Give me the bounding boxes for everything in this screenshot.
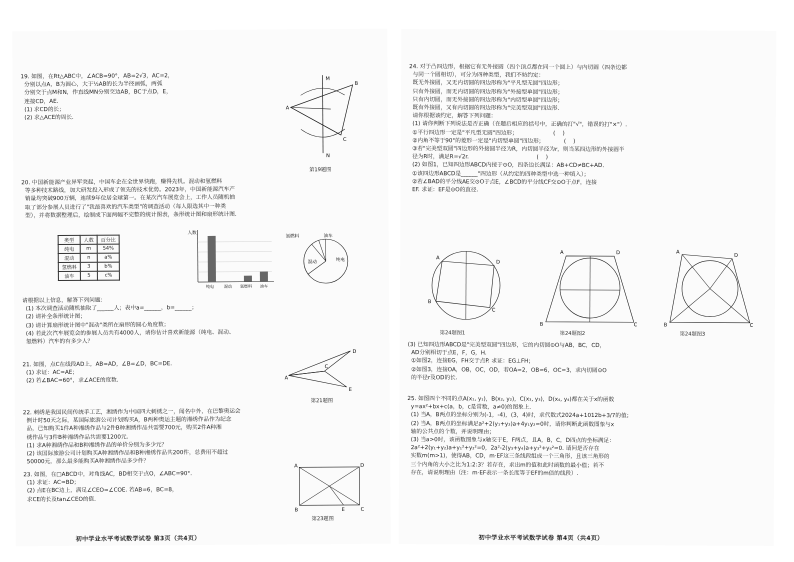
svg-text:A: A — [560, 249, 564, 256]
figures-24 — [420, 245, 760, 329]
page-footer-3: 初中学业水平考试数学试卷 第3页（共4页） — [75, 535, 201, 543]
svg-text:D: D — [734, 252, 739, 259]
bar-pure-electric — [208, 236, 216, 282]
table-row: 纯电 m 54% — [58, 244, 119, 253]
figure-24-3-caption: 第24题图3 — [679, 331, 706, 338]
svg-text:D: D — [360, 462, 365, 469]
svg-text:氢燃料: 氢燃料 — [239, 283, 253, 289]
svg-text:C: C — [491, 307, 496, 314]
svg-text:氢燃料: 氢燃料 — [285, 234, 300, 240]
table-header-row: 类型 人数 百分比 — [58, 235, 119, 244]
svg-text:C: C — [749, 322, 754, 329]
question-20-parts: 请根据以上信息，解答下列问题： (1) 本次调查活动随机抽取了______人；表中a=______，b=______； (2) 请补全条形统计图； (3) 请计算扇形统计图中"混动"类所在扇形的圆心角度数； (4) 若此次汽车展览会的参展人员共有4000人，请你估计喜欢新能源（纯电、混动、 氢燃料）汽车的有多少人？ — [22, 297, 235, 346]
figure-19 — [283, 73, 364, 164]
question-22: 22. 刺绣是我国民间传统手工艺，湘绣作为中国四大刺绣之一，闻名中外，在巴黎奥运会 倒计时50天之际，某国际旅游公司计划购买A，B两种奥运主题的湘绣作品作为纪念 品，已知购买1件A种湘绣作品与2件B种湘绣作品共需要700元，购买2件A种湘 绣作品与3件B种湘绣作品共需要1200元. (1) 求A种湘绣作品和B种湘绣作品的单价分别为多少元？ (2) 该国际旅游公司计划购买A种湘绣作品和B种湘绣作品共200件，总费用不超过 50000元，那么最多能购买A种湘绣作品多少件？ — [22, 408, 241, 466]
pie-chart — [286, 229, 366, 290]
figure-24-3 — [664, 249, 754, 328]
figure-24-1-caption: 第24题图1 — [439, 330, 466, 337]
svg-text:D: D — [616, 250, 621, 257]
svg-text:C: C — [342, 136, 347, 144]
svg-text:油车: 油车 — [323, 234, 333, 240]
bar-hydrogen — [244, 276, 252, 282]
svg-text:E: E — [341, 507, 345, 514]
svg-text:C: C — [360, 506, 365, 513]
question-25: 25. 如图四个不同的点A(x₁, y₁)，B(x₂, y₂)，C(x₃, y₃)，D(x₄, y₄)都在关于x的函数 y=ax²+bx+c(a，b，c是常数，a≠0)的图象上. (1) 当A，B两点的坐标分别为(-1，-4)，(3，4)时，求代数式2024a+1012b+3/7的值； (2) 当A，B两点的坐标满足a²+2(y₁+y₂)a+4y₁y₂=0时，请你判断此函数图象与x 轴的公共点的个数，并说明理由； (3) 当a>0时，该函数图象与x轴交于E，F两点，且A，B，C，D四点的坐标满足： 2a²+2(y₁+y₂)a+y₁²+y₂²=0，2a²-2(y₃+y₄)a+y₃²+y₄²=0. 请问是否存在 实数m(m>1)，使得AB，CD，m·EF这三条线段组成一个三角形，且该三角形的 三个内角的大小之比为1:2:3？若存在，求出m的值和此时函数的最小值；若不 存在，请说明理由（注：m·EF表示一条长度等于EF的m倍的线段）. — [407, 396, 633, 477]
figure-21-caption: 第21题图 — [310, 398, 333, 405]
svg-text:A: A — [284, 375, 289, 382]
figure-23 — [293, 463, 365, 514]
data-table — [58, 235, 120, 281]
table-row: 油车 5 c% — [58, 271, 119, 280]
question-19: 19. 如图，在Rt△ABC中，∠ACB=90°，AB=2√3，AC=2， 分别以点A，B为圆心，大于½AB的长为半径画弧，两弧 分别交于点M和N，作直线MN分别交边AB，BC于点D，E， 连接CD，AE. (1) 求CD的长； (2) 求△ACE的周长. — [20, 73, 174, 122]
figure-24-1 — [428, 251, 500, 319]
bar-fuel — [260, 272, 268, 282]
table-row: 氢燃料 3 b% — [58, 262, 119, 271]
svg-text:油车: 油车 — [259, 283, 269, 289]
bar-chart — [186, 225, 278, 292]
exam-page-4 — [399, 29, 777, 546]
svg-text:D: D — [352, 348, 357, 355]
figure-19-caption: 第19题图 — [309, 167, 332, 174]
question-23: 23. 如图，在□ABCD中，对角线AC，BD相交于点O，∠ABC=90°. (1) 求证：AC=BD； (2) 点E在BC边上，满足∠CEO=∠COE. 若AB=6，BC=8， 求CE的长及tan∠CEO的值. — [23, 471, 193, 503]
svg-text:B: B — [294, 507, 299, 514]
svg-text:A: A — [436, 255, 440, 262]
figure-21 — [284, 347, 364, 394]
svg-text:人数: 人数 — [187, 231, 197, 237]
svg-text:纯电: 纯电 — [335, 257, 345, 264]
question-24-part3: (3) 已知四边形ABCD是"完美型双圆"四边形，它的内切圆⊙O与AB，BC，CD， AD分别相切于点E，F，G，H. ①如图2，连接EG，FH交于点P. 求证：EG⊥FH； ②如图3，连接OA，OB，OC，OD，若OA=2，OB=6，OC=3，求内切圆⊙O 的半径r及OD的长. — [407, 342, 607, 382]
svg-text:纯电: 纯电 — [205, 283, 215, 289]
svg-text:A: A — [285, 105, 290, 112]
svg-text:混动: 混动 — [307, 260, 317, 266]
svg-text:C: C — [324, 364, 329, 371]
figure-24-2-caption: 第24题图2 — [559, 330, 586, 337]
figure-23-caption: 第23题图 — [311, 516, 334, 523]
svg-text:B: B — [539, 321, 544, 328]
svg-text:B: B — [663, 322, 668, 329]
figure-24-2 — [540, 250, 638, 329]
table-row: 混动 n a% — [58, 253, 119, 262]
svg-text:混动: 混动 — [223, 283, 233, 289]
svg-text:B: B — [427, 299, 432, 306]
svg-text:E: E — [348, 386, 352, 393]
exam-page-3 — [12, 29, 391, 547]
question-24: 24. 对于凸四边形，根据它有无外接圆（四个顶点都在同一个圆上）与内切圆（四条边都 与同一个圆相切），可分为四种类型，我们不妨约定： 既无外接圆，又无内切圆的四边形称为"平凡型无圆"四边形； 只有外接圆，而无内切圆的四边形称为"外接型单圆"四边形； 只有内切圆，而无外接圆的四边形称为"内切型单圆"四边形； 既有外接圆，又有内切圆的四边形称为"完美型双圆"四边形. 请你根据该约定，解答下列问题： (1) 请你判断下列说法是否正确（在题后相应的括号中，正确的打"√"，错误的打"×"）. ①平行四边形一定是"平凡型无圆"四边形； ( ) ②内角不等于90°的菱形一定是"内切型单圆"四边形； ( ) ③若"完美型双圆"四边形的外接圆半径为R，内切圆半径为r，则当某四边形的外接圆半 径为R时，满足R=√2r. ( ) (2) 如图1，已知四边形ABCD内接于⊙O，四条边长满足：AB+CD≠BC+AD. ①该四边形ABCD是______"四边形（从约定的四种类型中选一种填入）； ②若∠BAD的平分线AE交⊙O于点E，∠BCD的平分线CF交⊙O于点F，连接 EF. 求证：EF是⊙O的直径. — [408, 64, 628, 194]
svg-text:N: N — [326, 153, 330, 160]
question-21: 21. 如图，点C在线段AD上，AB=AD，∠B=∠D，BC=DE. (1) 求证：AC=AE； (2) 若∠BAC=60°，求∠ACE的度数. — [22, 361, 173, 385]
svg-text:D: D — [496, 259, 501, 266]
svg-text:A: A — [676, 249, 680, 256]
svg-text:C: C — [633, 322, 638, 329]
svg-text:B: B — [354, 80, 359, 87]
svg-text:M: M — [325, 76, 330, 83]
svg-text:A: A — [294, 463, 298, 470]
page-footer-4: 初中学业水平考试数学试卷 第4页（共4页） — [478, 534, 604, 543]
question-20: 20. 中国新能源产业异军突起，中国车企在全世界快跑，赚得先机。混动和氢燃料 等多种技术路线，加大研发投入形成了领先的技术优势。2023年，中国新能源汽车产 销量均突破900万辆，连续9年位居全球第一。在某次汽车展览会上，工作人员随机抽 取了部分参展人员进行了"我最喜欢的汽车类型"的调查活动（每人限选其中一种类 型），并将数据整理后，绘制成下面两幅不完整的统计图表，条形统计图和扇形统计图. — [21, 178, 237, 220]
